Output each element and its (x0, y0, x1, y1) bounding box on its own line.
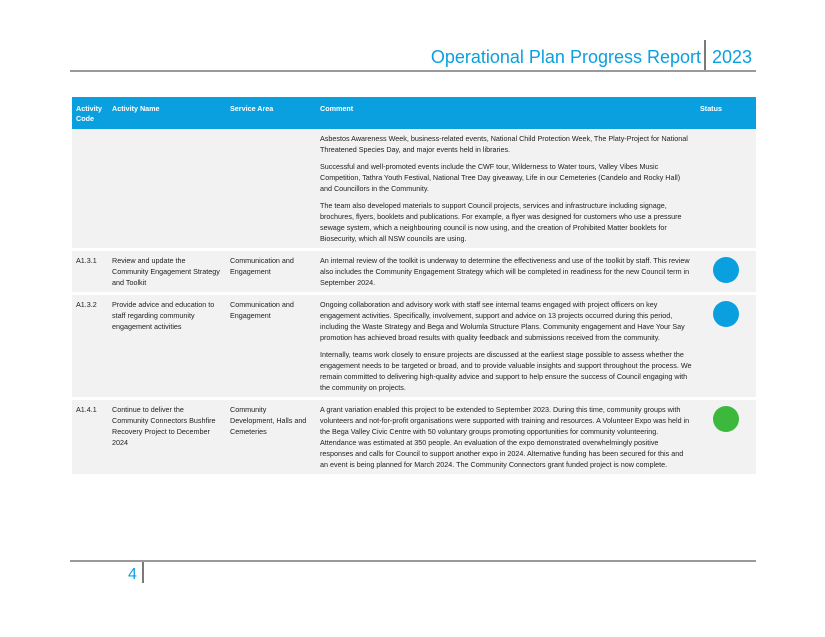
col-header-area: Service Area (226, 97, 316, 129)
table-row (72, 294, 756, 399)
comment-paragraph: A grant variation enabled this project to be extended to September 2023. During this time, community groups with volunteers and not-for-profit organisations were supported with training and resources. A Volunteer Expo was held in the Bega Valley Civic Centre with 50 voluntary groups promoting opportunities for community volunteering. Attendance was estimated at 350 people. An evaluation of the expo demonstrated overwhelmingly positive responses and calls for Council to support another expo in 2024. Alternative funding has been secured for this and an event is being planned for March 2024. The Community Connectors grant funded project is now complete. (320, 405, 690, 469)
table-row (72, 399, 756, 475)
comment-cell (316, 399, 696, 475)
report-year: 2023 (712, 47, 753, 67)
comment-paragraph: The team also developed materials to support Council projects, services and infrastructure including signage, brochures, flyers, booklets and publications. For example, a flyer was designed for customers who use a pressure sewage system, which a neighbouring council is now using, and the creation of Prohibited Matter booklets for Biosecurity, which all NSW councils are using. (320, 201, 682, 243)
table-row (72, 250, 756, 294)
footer-rule (70, 560, 756, 562)
report-title: Operational Plan Progress Report (430, 47, 701, 67)
page-number: 4 (128, 566, 137, 583)
col-header-code: Activity Code (72, 97, 108, 129)
activity-name-cell (108, 129, 226, 250)
col-header-status: Status (696, 97, 756, 129)
table-body (72, 129, 756, 474)
comment-paragraph: Asbestos Awareness Week, business-related events, National Child Protection Week, The Platy-Project for National Threatened Species Day, and major events held in libraries. (320, 134, 688, 154)
col-header-name: Activity Name (108, 97, 226, 129)
service-area-cell (226, 129, 316, 250)
activity-code-cell: A1.4.1 (72, 399, 108, 475)
table-row (72, 129, 756, 250)
status-indicator-icon (713, 301, 739, 327)
col-header-comment: Comment (316, 97, 696, 129)
status-cell (696, 294, 756, 399)
comment-paragraph: Successful and well-promoted events include the CWF tour, Wilderness to Water tours, Valley Vibes Music Competition, Tathra Youth Festival, National Tree Day giveaway, Life in our Cemeteries (Candelo and Rocky Hall) and Councillors in the Community. (320, 162, 681, 193)
status-cell (696, 399, 756, 475)
activity-table (72, 97, 756, 474)
activity-name-cell: Review and update the Community Engagement Strategy and Toolkit (108, 250, 226, 294)
status-indicator-icon (713, 406, 739, 432)
table-header-row (72, 97, 756, 129)
comment-cell (316, 129, 696, 250)
activity-code-cell: A1.3.2 (72, 294, 108, 399)
status-cell (696, 129, 756, 250)
comment-paragraph: An internal review of the toolkit is underway to determine the effectiveness and use of the toolkit by staff. This review also includes the Community Engagement Strategy which will be completed in readiness for the new Council term in September 2024. (320, 256, 690, 287)
activity-name-cell: Continue to deliver the Community Connectors Bushfire Recovery Project to December 2024 (108, 399, 226, 475)
status-indicator-icon (713, 257, 739, 283)
activity-code-cell: A1.3.1 (72, 250, 108, 294)
status-cell (696, 250, 756, 294)
comment-cell (316, 250, 696, 294)
comment-paragraph: Internally, teams work closely to ensure projects are discussed at the earliest stage possible to assess whether the engagement needs to be targeted or broad, and to provide valuable insights and support throughout the process. We remain committed to delivering high-quality advice and support to help ensure the success of Council engaging with the community on projects. (320, 350, 692, 392)
service-area-cell: Communication and Engagement (226, 294, 316, 399)
service-area-cell: Communication and Engagement (226, 250, 316, 294)
activity-code-cell (72, 129, 108, 250)
comment-cell (316, 294, 696, 399)
header-separator (704, 40, 706, 71)
service-area-cell: Community Development, Halls and Cemeteries (226, 399, 316, 475)
header-rule (70, 70, 756, 72)
footer-separator (142, 562, 144, 583)
activity-name-cell: Provide advice and education to staff regarding community engagement activities (108, 294, 226, 399)
comment-paragraph: Ongoing collaboration and advisory work with staff see internal teams engaged with project officers on key engagement activities. Specifically, involvement, support and advice on 13 projects occurred during this period, including the Waste Strategy and Bega and Wolumla Structure Plans. Community engagement and Have Your Say promotion has achieved broad results with quality feedback and submissions received from the community. (320, 300, 685, 342)
